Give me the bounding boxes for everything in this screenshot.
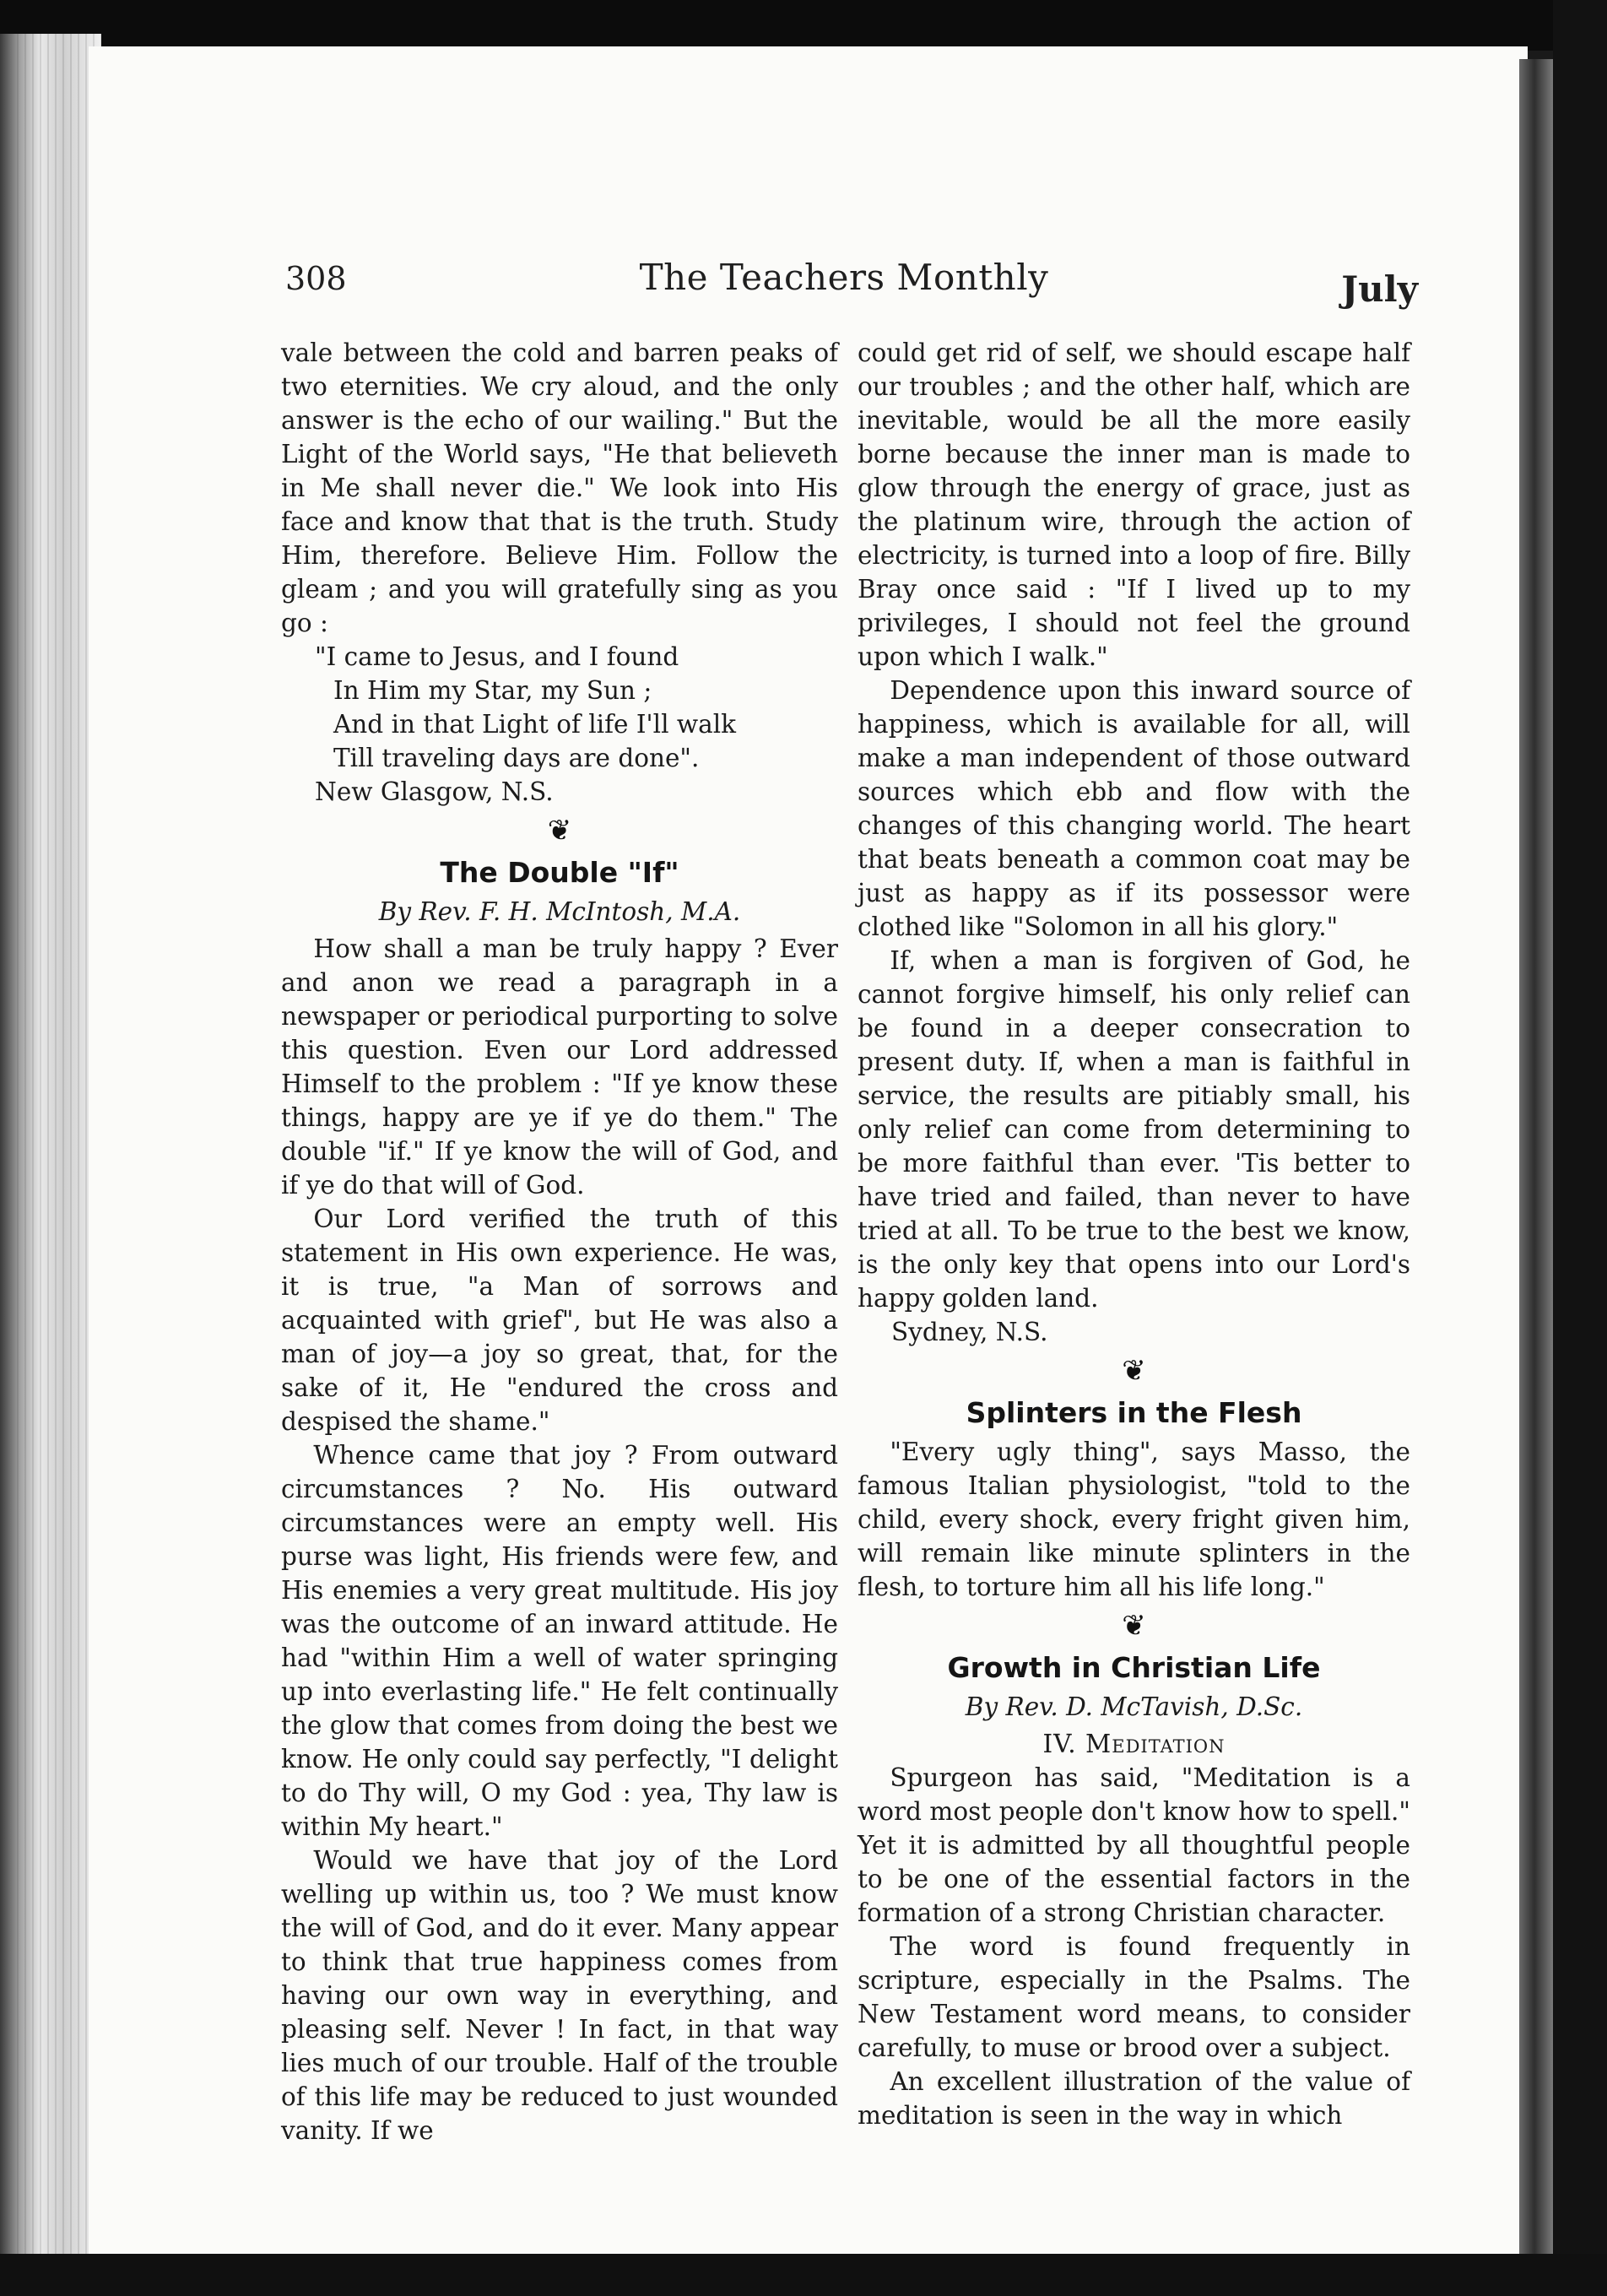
- continued-paragraph: Dependence upon this inward source of happiness, which is available for all, will make a man independent of those outward sources which ebb and flow with the changes of this changing world. The heart that beats beneath a common coat may be just as happy as if its possessor were clothed like "Solomon in all his glory.": [858, 676, 1410, 941]
- section-ornament: ❦: [1122, 1609, 1146, 1643]
- section-ornament: ❦: [1122, 1354, 1146, 1388]
- growth-paragraph: An excellent illustration of the value of meditation is seen in the way in which: [858, 2067, 1410, 2130]
- article-title-double-if: The Double "If": [440, 856, 679, 889]
- scan-top-border: [0, 0, 1607, 51]
- article-paragraph: How shall a man be truly happy ? Ever and anon we read a paragraph in a newspaper or periodical purporting to solve this question. Even our Lord addressed Himself to the problem : "If ye know these things, happy are ye if ye do them." The double "if." If ye know the will of God, and if ye do that will of God.: [281, 934, 838, 1199]
- continued-paragraph: If, when a man is forgiven of God, he cannot forgive himself, his only relief can be found in a deeper consecration to present duty. If, when a man is faithful in service, the results are pitiably small, his only relief can come from determining to be more faithful than ever. 'Tis better to have tried and failed, than never to have tried at all. To be true to the best we know, is the only key that opens into our Lord's happy golden land.: [858, 946, 1410, 1313]
- splinters-paragraph: "Every ugly thing", says Masso, the famous Italian physiologist, "told to the child, every shock, every fright given him, will remain like minute splinters in the flesh, to torture him all his life long.": [858, 1438, 1410, 1601]
- article-byline: By Rev. F. H. McIntosh, M.A.: [378, 897, 741, 926]
- scan-bottom-border: [0, 2254, 1607, 2296]
- article-title-splinters: Splinters in the Flesh: [966, 1396, 1302, 1429]
- poem-line: And in that Light of life I'll walk: [333, 710, 737, 739]
- growth-paragraph: The word is found frequently in scripture, especially in the Psalms. The New Testament word means, to consider carefully, to muse or brood over a subject.: [858, 1932, 1410, 2062]
- poem-line: "I came to Jesus, and I found: [315, 642, 679, 671]
- journal-title: The Teachers Monthly: [639, 257, 1049, 298]
- poem: [315, 640, 838, 775]
- left-column: [281, 336, 838, 2147]
- article-paragraph: Whence came that joy ? From outward circumstances ? No. His outward circumstances were an empty well. His purse was light, His friends were few, and His enemies a very great multitude. His joy was the outcome of an inward attitude. He had "within Him a well of water springing up into everlasting life." He felt continually the glow that comes from doing the best we know. He only could say perfectly, "I delight to do Thy will, O my God : yea, Thy law is within My heart.": [281, 1441, 838, 1841]
- article-paragraph: Our Lord verified the truth of this statement in His own experience. He was, it is true, "a Man of sorrows and acquainted with grief", but He was also a man of joy—a joy so great, that, for the sake of it, He "endured the cross and despised the shame.": [281, 1205, 838, 1436]
- section-heading: IV. Meditation: [1042, 1730, 1226, 1758]
- continued-paragraph: could get rid of self, we should escape half our troubles ; and the other half, which are inevitable, would be all the more easily borne because the inner man is made to glow through the energy of grace, just as the platinum wire, through the action of electricity, is turned into a loop of fire. Billy Bray once said : "If I lived up to my privileges, I should not feel the ground upon which I walk.": [858, 338, 1410, 671]
- growth-paragraph: Spurgeon has said, "Meditation is a word most people don't know how to spell." Yet it is admitted by all thoughtful people to be one of the essential factors in the formation of a strong Christian character.: [858, 1763, 1410, 1927]
- running-head: [270, 253, 1418, 321]
- poem-line: Till traveling days are done".: [333, 744, 700, 772]
- section-ornament: ❦: [547, 814, 572, 847]
- article-byline: By Rev. D. McTavish, D.Sc.: [965, 1692, 1303, 1721]
- poem-line: In Him my Star, my Sun ;: [333, 676, 652, 705]
- signoff-sydney: Sydney, N.S.: [891, 1318, 1048, 1346]
- article-title-growth: Growth in Christian Life: [947, 1651, 1321, 1684]
- scan-right-border: [1553, 0, 1607, 2296]
- page-edges-right: [1519, 59, 1553, 2254]
- intro-paragraph: vale between the cold and barren peaks of two eternities. We cry aloud, and the only answer is the echo of our wailing." But the Light of the World says, "He that believeth in Me shall never die." We look into His face and know that that is the truth. Study Him, therefore. Believe Him. Follow the gleam ; and you will gratefully sing as you go :: [281, 338, 838, 637]
- right-column: [858, 336, 1410, 2132]
- page-number: 308: [285, 260, 347, 297]
- issue-month: July: [1341, 268, 1418, 310]
- article-paragraph: Would we have that joy of the Lord welling up within us, too ? We must know the will of God, and do it ever. Many appear to think that true happiness comes from having our own way in everything, and pleasing self. Never ! In fact, in that way lies much of our trouble. Half of the trouble of this life may be reduced to just wounded vanity. If we: [281, 1846, 838, 2145]
- signoff-new-glasgow: New Glasgow, N.S.: [315, 777, 554, 806]
